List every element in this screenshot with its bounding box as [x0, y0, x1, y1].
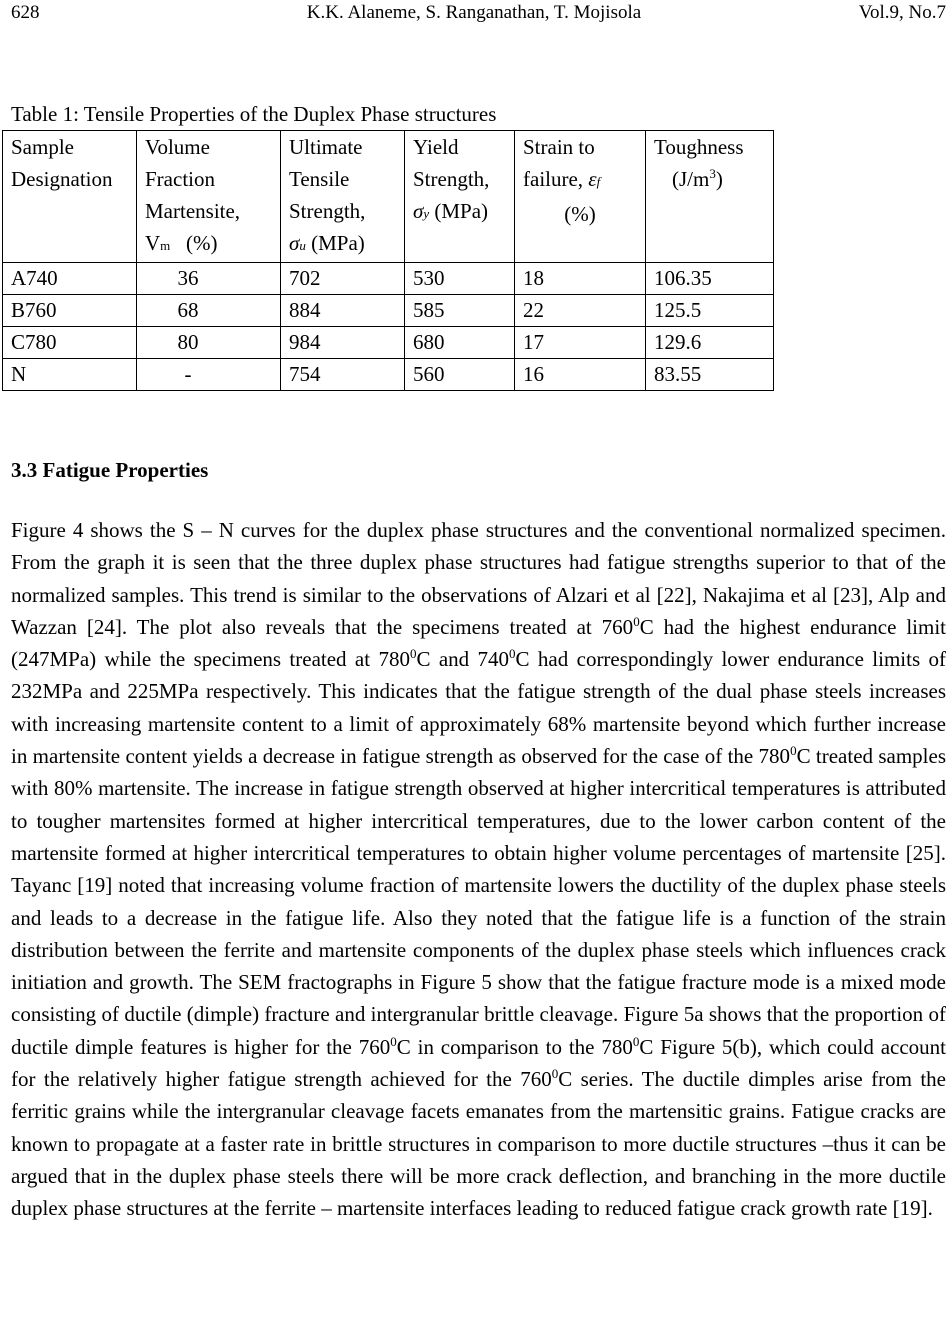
cell-volume-fraction: 68: [137, 295, 281, 327]
cell-sample: N: [3, 359, 137, 391]
cell-sample: A740: [3, 263, 137, 295]
cell-strain: 17: [515, 327, 646, 359]
cell-volume-fraction: -: [137, 359, 281, 391]
tensile-properties-table: [2, 130, 774, 391]
cell-strain: 18: [515, 263, 646, 295]
cell-uts: 702: [281, 263, 405, 295]
header-strain-to-failure: Strain to failure, εf (%): [515, 131, 646, 263]
cell-yield: 560: [405, 359, 515, 391]
cell-toughness: 125.5: [646, 295, 774, 327]
table-row: [3, 359, 774, 391]
cell-volume-fraction: 36: [137, 263, 281, 295]
journal-volume: Vol.9, No.7: [858, 2, 946, 23]
page-header: [0, 0, 948, 26]
body-paragraph: Figure 4 shows the S – N curves for the duplex phase structures and the conventional normalized specimen. From the graph it is seen that the three duplex phase structures had fatigue strengths superior to that of the normalized samples. This trend is similar to the observations of Alzari et al [22], Nakajima et al [23], Alp and Wazzan [24]. The plot also reveals that the specimens treated at $760^0C$ had the highest endurance limit (247MPa) while the specimens treated at $780^0C$ and $740^0C$ had correspondingly lower endurance limits of 232MPa and 225MPa respectively. This indicates that the fatigue strength of the dual phase steels increases with increasing martensite content to a limit of approximately 68% martensite beyond which further increase in martensite content yields a decrease in fatigue strength as observed for the case of the $780^0C$ treated samples with 80% martensite. The increase in fatigue strength observed at higher intercritical temperatures is attributed to tougher martensites formed at higher intercritical temperatures, due to the lower carbon content of the martensite formed at higher intercritical temperatures to obtain higher volume percentages of martensite [25]. Tayanc [19] noted that increasing volume fraction of martensite lowers the ductility of the duplex phase steels and leads to a decrease in the fatigue life. Also they noted that the fatigue life is a function of the strain distribution between the ferrite and martensite components of the duplex phase steels which influences crack initiation and growth. The SEM fractographs in Figure 5 show that the fatigue fracture mode is a mixed mode consisting of ductile (dimple) fracture and intergranular brittle cleavage. Figure 5a shows that the proportion of ductile dimple features is higher for the $760^0C$ in comparison to the $780^0C$ Figure 5(b), which could account for the relatively higher fatigue strength achieved for the $760^0C$ series. The ductile dimples arise from the ferritic grains while the intergranular cleavage facets emanates from the martensitic grains. Fatigue cracks are known to propagate at a faster rate in brittle structures in comparison to more ductile structures –thus it can be argued that in the duplex phase steels there will be more crack deflection, and branching in the more ductile duplex phase structures at the ferrite – martensite interfaces leading to reduced fatigue crack growth rate [19].: [11, 518, 947, 1221]
cell-strain: 22: [515, 295, 646, 327]
header-toughness: Toughness $(J/m^3)$: [646, 131, 774, 263]
cell-strain: 16: [515, 359, 646, 391]
table-row: [3, 263, 774, 295]
cell-yield: 585: [405, 295, 515, 327]
table-header-row: [3, 131, 774, 263]
cell-toughness: 129.6: [646, 327, 774, 359]
header-volume-fraction: Volume Fraction Martensite, Vm (%): [137, 131, 281, 263]
table-row: [3, 327, 774, 359]
header-ultimate-tensile-strength: Ultimate Tensile Strength, σu (MPa): [281, 131, 405, 263]
cell-uts: 984: [281, 327, 405, 359]
cell-toughness: 106.35: [646, 263, 774, 295]
header-yield-strength: Yield Strength, σy (MPa): [405, 131, 515, 263]
cell-yield: 680: [405, 327, 515, 359]
section-heading: 3.3 Fatigue Properties: [11, 458, 209, 482]
page-number: 628: [11, 2, 40, 23]
table-row: [3, 295, 774, 327]
cell-toughness: 83.55: [646, 359, 774, 391]
cell-sample: C780: [3, 327, 137, 359]
cell-uts: 884: [281, 295, 405, 327]
cell-uts: 754: [281, 359, 405, 391]
cell-sample: B760: [3, 295, 137, 327]
table-caption: Table 1: Tensile Properties of the Duplex Phase structures: [11, 102, 497, 126]
header-sample-designation: Sample Designation: [3, 131, 137, 263]
running-authors: K.K. Alaneme, S. Ranganathan, T. Mojisola: [306, 2, 642, 23]
cell-yield: 530: [405, 263, 515, 295]
cell-volume-fraction: 80: [137, 327, 281, 359]
